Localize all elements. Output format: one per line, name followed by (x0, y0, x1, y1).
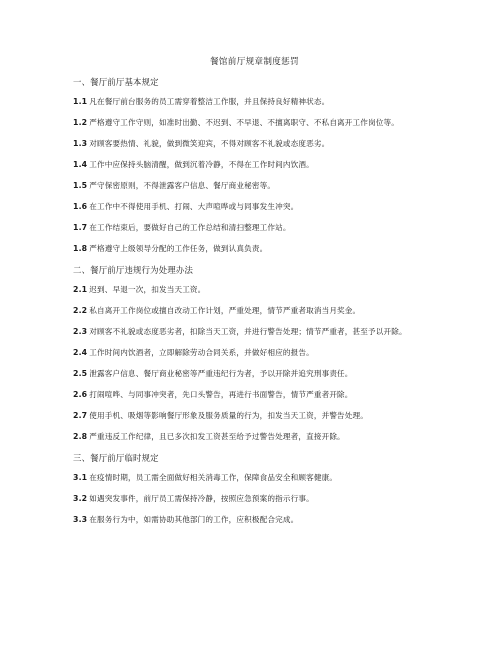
rule-number: 2.2 (73, 306, 88, 315)
rule-text: 工作时间内饮酒者，立即解除劳动合同关系，并做好相应的报告。 (89, 348, 314, 357)
rule-item (73, 431, 436, 443)
rule-text: 在工作结束后，要做好自己的工作总结和清扫整理工作站。 (89, 223, 291, 232)
rule-item (73, 96, 436, 108)
rule-text: 工作中应保持头脑清醒，做到沉着冷静，不得在工作时间内饮酒。 (89, 160, 314, 169)
rule-text: 凡在餐厅前台服务的员工需穿着整洁工作服，并且保持良好精神状态。 (89, 97, 330, 106)
rule-item (73, 138, 436, 150)
rule-text: 严格遵守上级领导分配的工作任务，做到认真负责。 (89, 244, 268, 253)
rule-text: 严守保密原则，不得泄露客户信息、餐厅商业秘密等。 (89, 181, 276, 190)
rule-number: 1.4 (73, 160, 88, 169)
rule-number: 3.2 (73, 494, 88, 503)
rule-item (73, 243, 436, 255)
section-temporary-rules (73, 452, 436, 526)
rule-item (73, 368, 436, 380)
rule-item (73, 180, 436, 192)
rule-text: 如遇突发事件，前厅员工需保持冷静，按照应急预案的指示行事。 (89, 494, 314, 503)
rule-item (73, 493, 436, 505)
rule-item (73, 305, 436, 317)
rule-text: 泄露客户信息、餐厅商业秘密等严重违纪行为者，予以开除并追究刑事责任。 (89, 369, 353, 378)
rule-item (73, 514, 436, 526)
rule-number: 1.7 (73, 223, 88, 232)
rule-text: 严重违反工作纪律，且已多次扣发工资甚至给予过警告处理者，直接开除。 (89, 432, 345, 441)
rule-number: 2.6 (73, 390, 88, 399)
rule-number: 1.2 (73, 118, 88, 127)
rule-item (73, 284, 436, 296)
rule-number: 1.5 (73, 181, 88, 190)
rule-item (73, 201, 436, 213)
rule-item (73, 389, 436, 401)
rule-number: 3.3 (73, 515, 88, 524)
rule-number: 2.5 (73, 369, 88, 378)
rule-text: 严格遵守工作守则，如准时出勤、不迟到、不早退、不擅离职守、不私自离开工作岗位等。 (89, 118, 400, 127)
rule-number: 2.4 (73, 348, 88, 357)
rule-text: 私自离开工作岗位或擅自改动工作计划，严重处理，情节严重者取消当月奖金。 (89, 306, 361, 315)
document-title: 餐馆前厅规章制度惩罚 (210, 57, 299, 67)
rule-number: 1.6 (73, 202, 88, 211)
rule-text: 打闹喧哗、与同事冲突者，先口头警告，再进行书面警告，情节严重者开除。 (89, 390, 353, 399)
rule-text: 在工作中不得使用手机、打闹、大声喧哗或与同事发生冲突。 (89, 202, 299, 211)
rule-item (73, 117, 436, 129)
rule-text: 迟到、早退一次，扣发当天工资。 (89, 285, 206, 294)
rule-text: 使用手机、吸烟等影响餐厅形象及服务质量的行为，扣发当天工资，并警告处理。 (89, 411, 369, 420)
rule-item (73, 347, 436, 359)
section-heading: 一、餐厅前厅基本规定 (73, 77, 159, 87)
rule-number: 1.8 (73, 244, 88, 253)
rule-number: 1.3 (73, 139, 88, 148)
rule-number: 2.7 (73, 411, 88, 420)
section-violation-handling (73, 264, 436, 443)
section-heading: 二、餐厅前厅违规行为处理办法 (73, 265, 194, 275)
rule-item (73, 410, 436, 422)
section-basic-rules (73, 76, 436, 255)
rule-text: 对顾客要热情、礼貌，做到微笑迎宾，不得对顾客不礼貌或态度恶劣。 (89, 139, 330, 148)
rule-text: 对顾客不礼貌或态度恶劣者，扣除当天工资，并进行警告处理；情节严重者，甚至予以开除。 (89, 327, 407, 336)
section-heading: 三、餐厅前厅临时规定 (73, 453, 159, 463)
rule-number: 2.1 (73, 285, 88, 294)
rule-item (73, 222, 436, 234)
rule-number: 1.1 (73, 97, 88, 106)
rule-number: 2.3 (73, 327, 88, 336)
rule-text: 在疫情时期，员工需全面做好相关消毒工作，保障食品安全和顾客健康。 (89, 473, 338, 482)
rule-number: 3.1 (73, 473, 88, 482)
rule-item (73, 326, 436, 338)
rule-text: 在服务行为中，如需协助其他部门的工作，应积极配合完成。 (89, 515, 299, 524)
rule-number: 2.8 (73, 432, 88, 441)
rule-item (73, 159, 436, 171)
rule-item (73, 472, 436, 484)
